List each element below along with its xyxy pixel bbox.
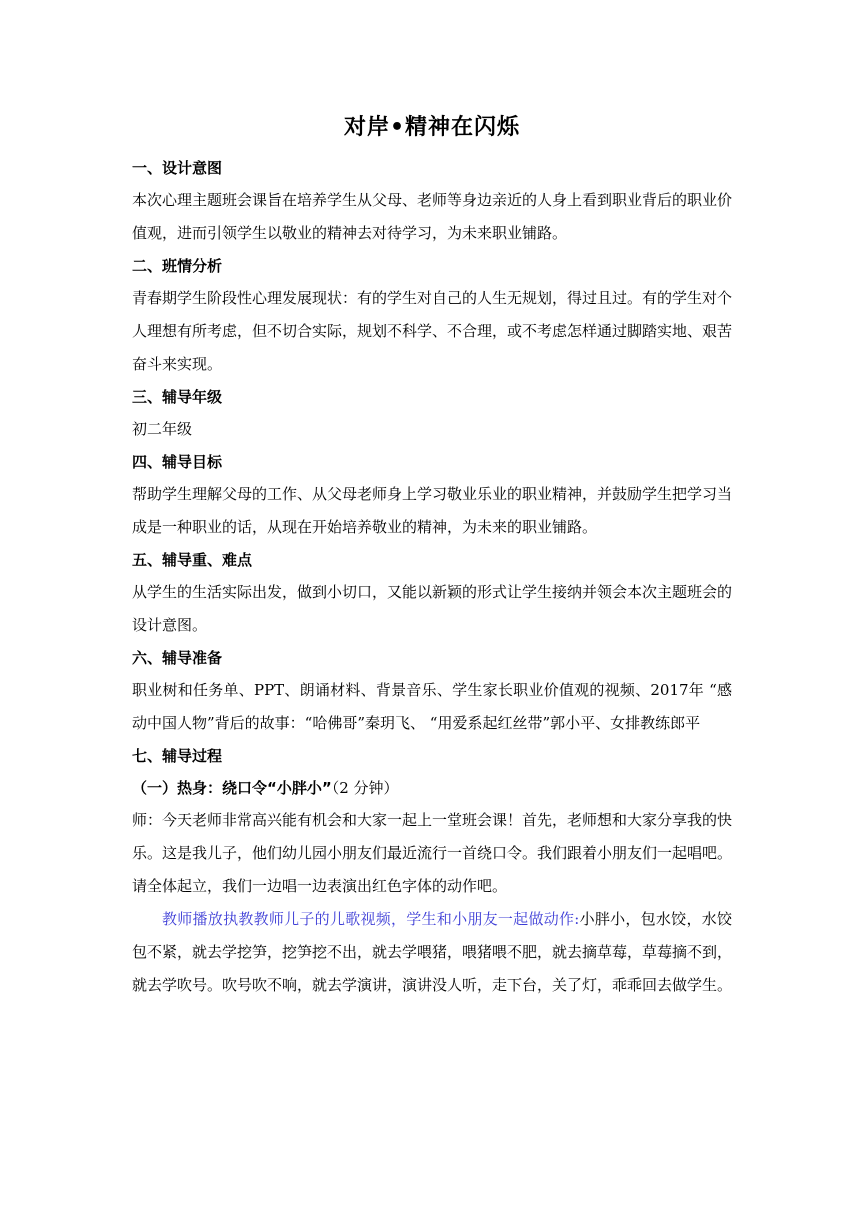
rhyme-text: 小胖小，包水饺，水饺包不紧，就去学挖笋，挖笋挖不出，就去学喂猪，喂猪喂不肥，就去摘草莓，草莓摘不到，就去学吹号。吹号吹不响，就去学演讲，演讲没人听，走下台，关了灯，乖乖回去做学生。	[132, 910, 733, 994]
rhyme-paragraph	[132, 903, 732, 1002]
section-body: 青春期学生阶段性心理发展现状：有的学生对自己的人生无规划，得过且过。有的学生对个人理想有所考虑，但不切合实际，规划不科学、不合理，或不考虑怎样通过脚踏实地、艰苦奋斗来实现。	[132, 289, 733, 373]
document-page	[132, 108, 732, 1002]
section-body: 职业树和任务单、PPT、朗诵材料、背景音乐、学生家长职业价值观的视频、2017年 “感动中国人物”背后的故事：“哈佛哥”秦玥飞、 “用爱系起红丝带”郭小平、女排教练郎平	[132, 681, 732, 732]
subheading-main: （一）热身：绕口令“小胖小”	[132, 779, 332, 797]
section-heading: 四、辅导目标	[132, 453, 223, 471]
section-body: 帮助学生理解父母的工作、从父母老师身上学习敬业乐业的职业精神，并鼓励学生把学习当成是一种职业的话，从现在开始培养敬业的精神，为未来的职业铺路。	[132, 485, 733, 536]
section-heading: 五、辅导重、难点	[132, 551, 253, 569]
section-class-analysis	[132, 250, 732, 381]
section-body: 从学生的生活实际出发，做到小切口，又能以新颖的形式让学生接纳并领会本次主题班会的设计意图。	[132, 583, 733, 634]
section-process	[132, 740, 732, 1002]
section-heading: 一、设计意图	[132, 159, 223, 177]
section-heading: 二、班情分析	[132, 257, 223, 275]
section-body: 本次心理主题班会课旨在培养学生从父母、老师等身边亲近的人身上看到职业背后的职业价值观，进而引领学生以敬业的精神去对待学习，为未来职业铺路。	[132, 191, 733, 242]
section-body: 初二年级	[132, 420, 193, 438]
section-preparation	[132, 642, 732, 740]
teacher-speech: 师：今天老师非常高兴能有机会和大家一起上一堂班会课！首先，老师想和大家分享我的快乐。这是我儿子，他们幼儿园小朋友们最近流行一首绕口令。我们跟着小朋友们一起唱吧。请全体起立，我们一边唱一边表演出红色字体的动作吧。	[132, 811, 733, 895]
subheading-duration: （2 分钟）	[331, 779, 399, 797]
section-goals	[132, 446, 732, 544]
section-design-intent	[132, 152, 732, 250]
section-grade	[132, 381, 732, 446]
process-subheading	[132, 772, 732, 804]
section-heading: 六、辅导准备	[132, 649, 223, 667]
document-title: 对岸•精神在闪烁	[343, 115, 521, 140]
section-heading: 七、辅导过程	[132, 747, 223, 765]
section-heading: 三、辅导年级	[132, 388, 223, 406]
instruction-text: 教师播放执教教师儿子的儿歌视频，学生和小朋友一起做动作:	[162, 910, 580, 928]
section-key-points	[132, 544, 732, 642]
